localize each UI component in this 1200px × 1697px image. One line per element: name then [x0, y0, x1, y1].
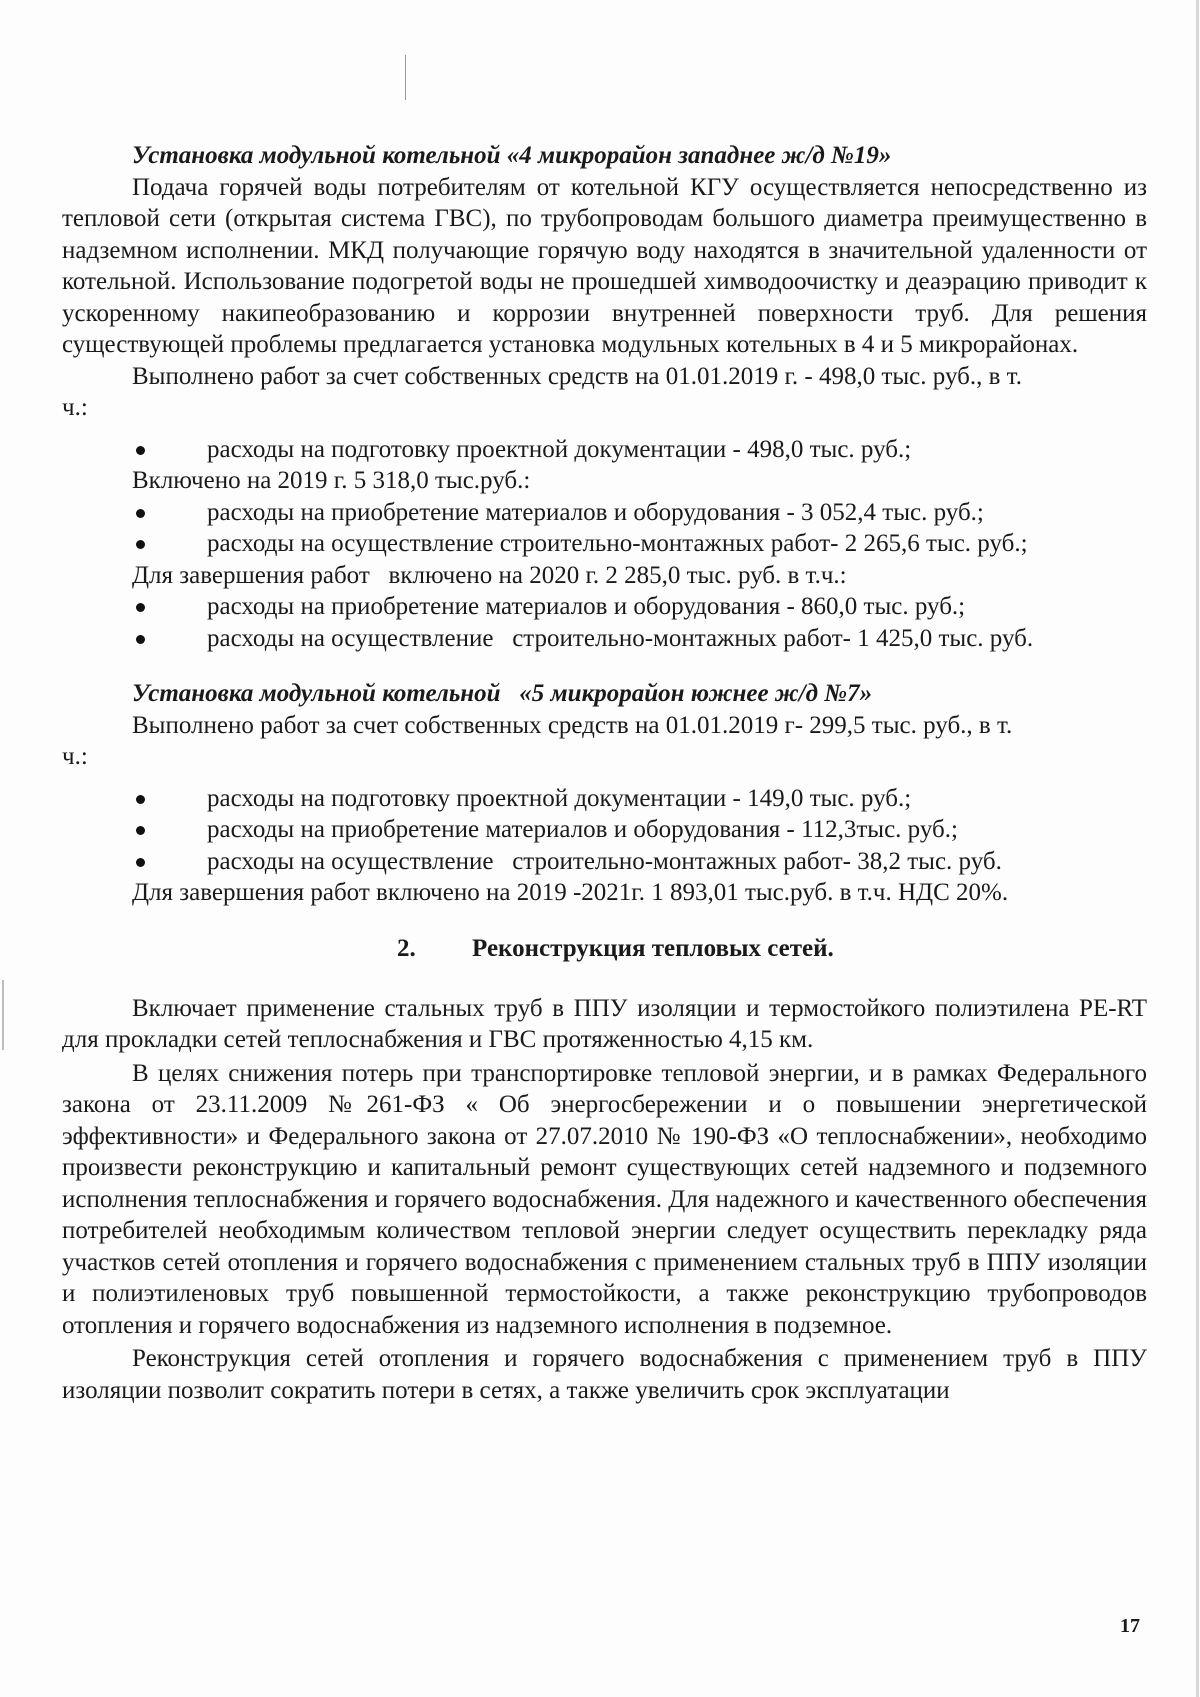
completed-works-line-continuation: ч.: — [62, 394, 88, 421]
document-body — [62, 140, 1147, 1406]
scan-artifact-right — [1196, 0, 1199, 1697]
page-number: 17 — [1120, 1615, 1140, 1637]
bullet-icon — [136, 446, 145, 455]
completed-works-line: Выполнено работ за счет собственных средств на 01.01.2019 г. - 498,0 тыс. руб., в т. — [132, 362, 1022, 390]
paragraph-federal-law: В целях снижения потерь при транспортировке тепловой энергии, и в рамках Федерального закона от 23.11.2009 №261-ФЗ « Об энергосбережении и о повышении энергетической эффективности» и Федерального закона от 27.07.2010 № 190-ФЗ «О теплоснабжении», необходимо произвести реконструкцию и капитальный ремонт существующих сетей надземного и подземного исполнения теплоснабжения и горячего водоснабжения. Для надежного и качественного обеспечения потребителей необходимым количеством тепловой энергии следует осуществить перекладку ряда участков сетей отопления и горячего водоснабжения с применением стальных труб в ППУ изоляции и полиэтиленовых труб повышенной термостойкости, а также реконструкцию трубопроводов отопления и горячего водоснабжения из надземного исполнения в подземное. — [62, 1059, 1148, 1339]
completed-works-line-b: Выполнено работ за счет собственных средств на 01.01.2019 г- 299,5 тыс. руб., в т. — [132, 711, 1013, 739]
list-item: расходы на осуществление строительно-монтажных работ- 38,2 тыс. руб. — [62, 846, 1147, 878]
bullet-icon — [136, 540, 145, 549]
paragraph-hot-water-supply: Подача горячей воды потребителям от котельной КГУ осуществляется непосредственно из тепловой сети (открытая система ГВС), по трубопроводам большого диаметра преимущественно в надземном исполнении. МКД получающие горячую воду находятся в значительной удаленности от котельной. Использование подогретой воды не прошедшей химводоочистку и деаэрацию приводит к ускоренному накипеобразованию и коррозии внутренней поверхности труб. Для решения существующей проблемы предлагается установка модульных котельных в 4 и 5 микрорайонах. — [62, 173, 1147, 358]
bullet-icon — [136, 858, 145, 867]
list-item: расходы на приобретение материалов и оборудования - 860,0 тыс. руб.; — [62, 591, 1147, 623]
included-2019-2021-line: Для завершения работ включено на 2019 -2021г. 1 893,01 тыс.руб. в т.ч. НДС 20%. — [132, 879, 1009, 906]
list-item: расходы на подготовку проектной документации - 149,0 тыс. руб.; — [62, 783, 1147, 815]
bullet-icon — [136, 826, 145, 835]
bullet-icon — [136, 509, 145, 518]
list-item: расходы на приобретение материалов и оборудования - 112,3тыс. руб.; — [62, 814, 1147, 846]
scan-artifact-left — [2, 980, 4, 1050]
list-item: расходы на подготовку проектной документации - 498,0 тыс. руб.; — [62, 434, 1147, 466]
included-2019-line: Включено на 2019 г. 5 318,0 тыс.руб.: — [132, 467, 531, 494]
list-item: расходы на осуществление строительно-монтажных работ- 2 265,6 тыс. руб.; — [62, 528, 1147, 560]
scan-artifact-top — [405, 55, 406, 100]
bullet-icon — [136, 635, 145, 644]
paragraph-reconstruction-benefits: Реконструкция сетей отопления и горячего водоснабжения с применением труб в ППУ изоляции позволит сократить потери в сетях, а также увеличить срок эксплуатации — [62, 1345, 1147, 1404]
bullet-icon — [136, 795, 145, 804]
bullet-list-completed-b — [62, 783, 1147, 878]
section-title: Реконструкция тепловых сетей. — [472, 934, 834, 962]
subsection-heading-microdistrict-4: Установка модульной котельной «4 микрорайон западнее ж/д №19» — [132, 142, 892, 169]
bullet-list-2019 — [62, 497, 1147, 560]
list-item: расходы на осуществление строительно-монтажных работ- 1 425,0 тыс. руб. — [62, 623, 1147, 655]
bullet-list-completed-a — [62, 434, 1147, 466]
completed-works-line-b-continuation: ч.: — [62, 743, 88, 770]
subsection-heading-microdistrict-5: Установка модульной котельной «5 микрорайон южнее ж/д №7» — [132, 680, 873, 707]
included-2020-line: Для завершения работ включено на 2020 г. 2 285,0 тыс. руб. в т.ч.: — [132, 561, 847, 589]
section-number: 2. — [397, 934, 416, 962]
bullet-list-2020 — [62, 591, 1147, 654]
bullet-icon — [136, 603, 145, 612]
paragraph-includes: Включает применение стальных труб в ППУ изоляции и термостойкого полиэтилена PE-RT для прокладки сетей теплоснабжения и ГВС протяженностью 4,15 км. — [62, 994, 1147, 1053]
section-heading-reconstruction — [62, 933, 1147, 969]
list-item: расходы на приобретение материалов и оборудования - 3 052,4 тыс. руб.; — [62, 497, 1147, 529]
